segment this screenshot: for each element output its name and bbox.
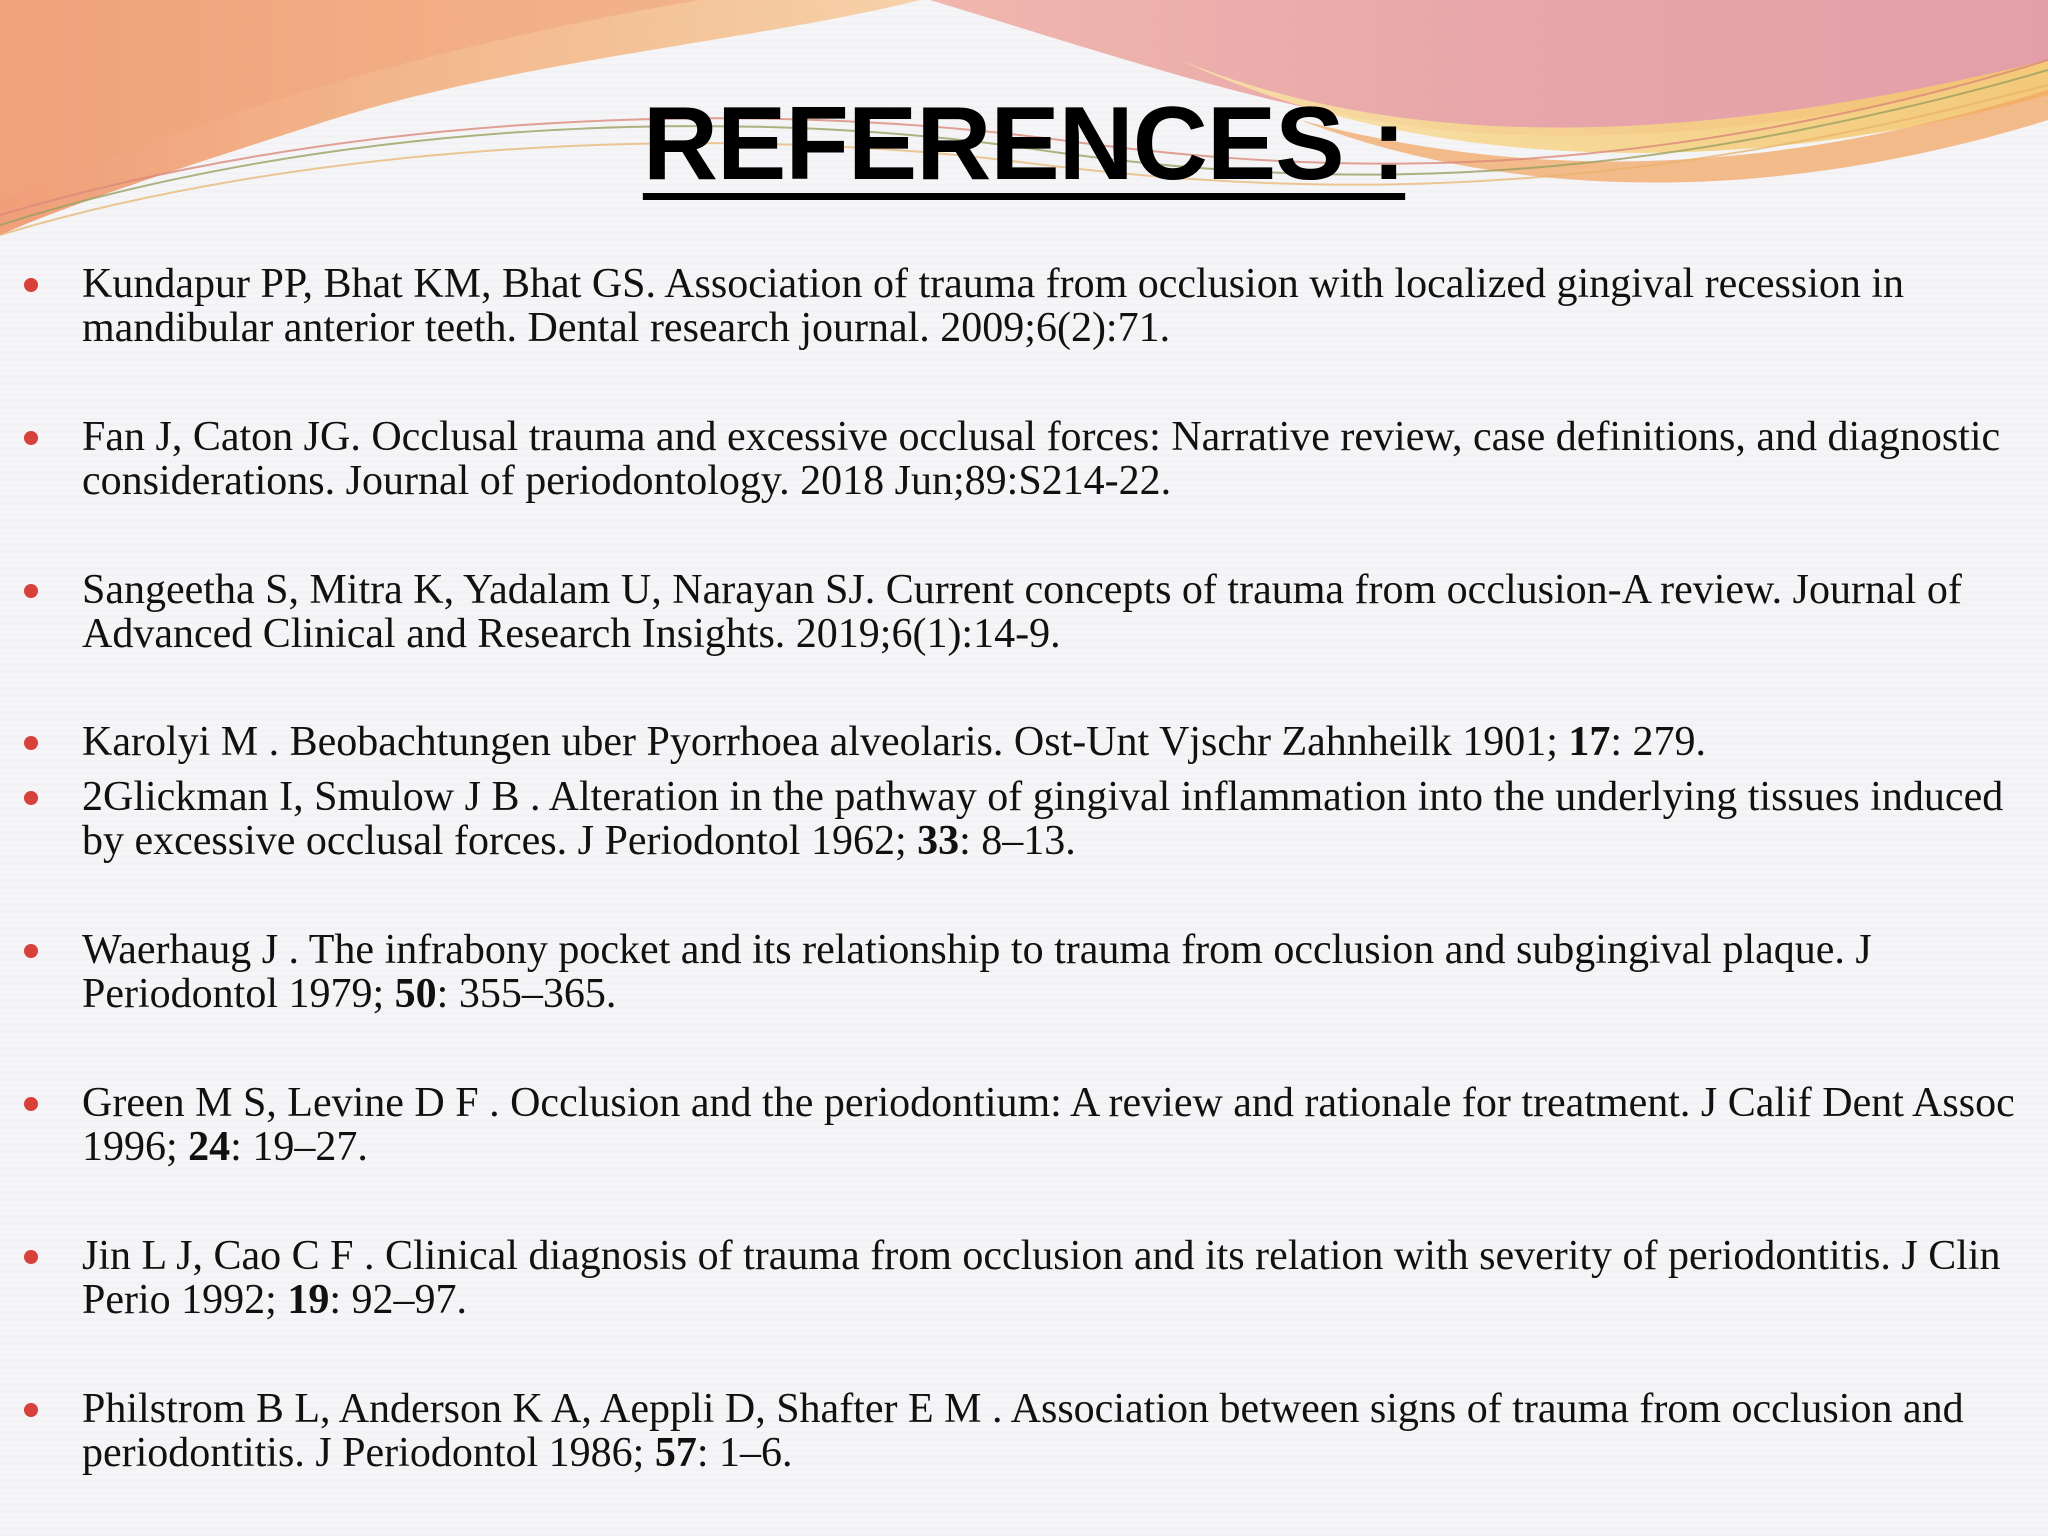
reference-item: Karolyi M . Beobachtungen uber Pyorrhoea alveolaris. Ost-Unt Vjschr Zahnheilk 1901; 17: 279. <box>82 720 2022 764</box>
page-title: REFERENCES : <box>642 86 1406 202</box>
bullet-icon <box>24 791 38 805</box>
bullet-icon <box>24 1250 38 1264</box>
bullet-icon <box>24 278 38 292</box>
bullet-icon <box>24 584 38 598</box>
reference-item: Green M S, Levine D F . Occlusion and the periodontium: A review and rationale for treatment. J Calif Dent Assoc 1996; 24: 19–27. <box>82 1081 2022 1169</box>
bullet-icon <box>24 431 38 445</box>
reference-item: Fan J, Caton JG. Occlusal trauma and excessive occlusal forces: Narrative review, case definitions, and diagnostic considerations. Journal of periodontology. 2018 Jun;89:S214-22. <box>82 415 2022 503</box>
reference-item: Waerhaug J . The infrabony pocket and its relationship to trauma from occlusion and subgingival plaque. J Periodontol 1979; 50: 355–365. <box>82 928 2022 1016</box>
bullet-icon <box>24 1403 38 1417</box>
bullet-icon <box>24 736 38 750</box>
bullet-icon <box>24 944 38 958</box>
reference-item: Kundapur PP, Bhat KM, Bhat GS. Association of trauma from occlusion with localized gingival recession in mandibular anterior teeth. Dental research journal. 2009;6(2):71. <box>82 262 2022 350</box>
reference-item: Philstrom B L, Anderson K A, Aeppli D, Shafter E M . Association between signs of trauma from occlusion and periodontitis. J Periodontol 1986; 57: 1–6. <box>82 1387 2022 1475</box>
bullet-icon <box>24 1097 38 1111</box>
reference-item: Jin L J, Cao C F . Clinical diagnosis of trauma from occlusion and its relation with severity of periodontitis. J Clin Perio 1992; 19: 92–97. <box>82 1234 2022 1322</box>
reference-item: Sangeetha S, Mitra K, Yadalam U, Narayan SJ. Current concepts of trauma from occlusion-A review. Journal of Advanced Clinical and Research Insights. 2019;6(1):14-9. <box>82 568 2022 656</box>
reference-item: 2Glickman I, Smulow J B . Alteration in the pathway of gingival inflammation into the underlying tissues induced by excessive occlusal forces. J Periodontol 1962; 33: 8–13. <box>82 775 2022 863</box>
